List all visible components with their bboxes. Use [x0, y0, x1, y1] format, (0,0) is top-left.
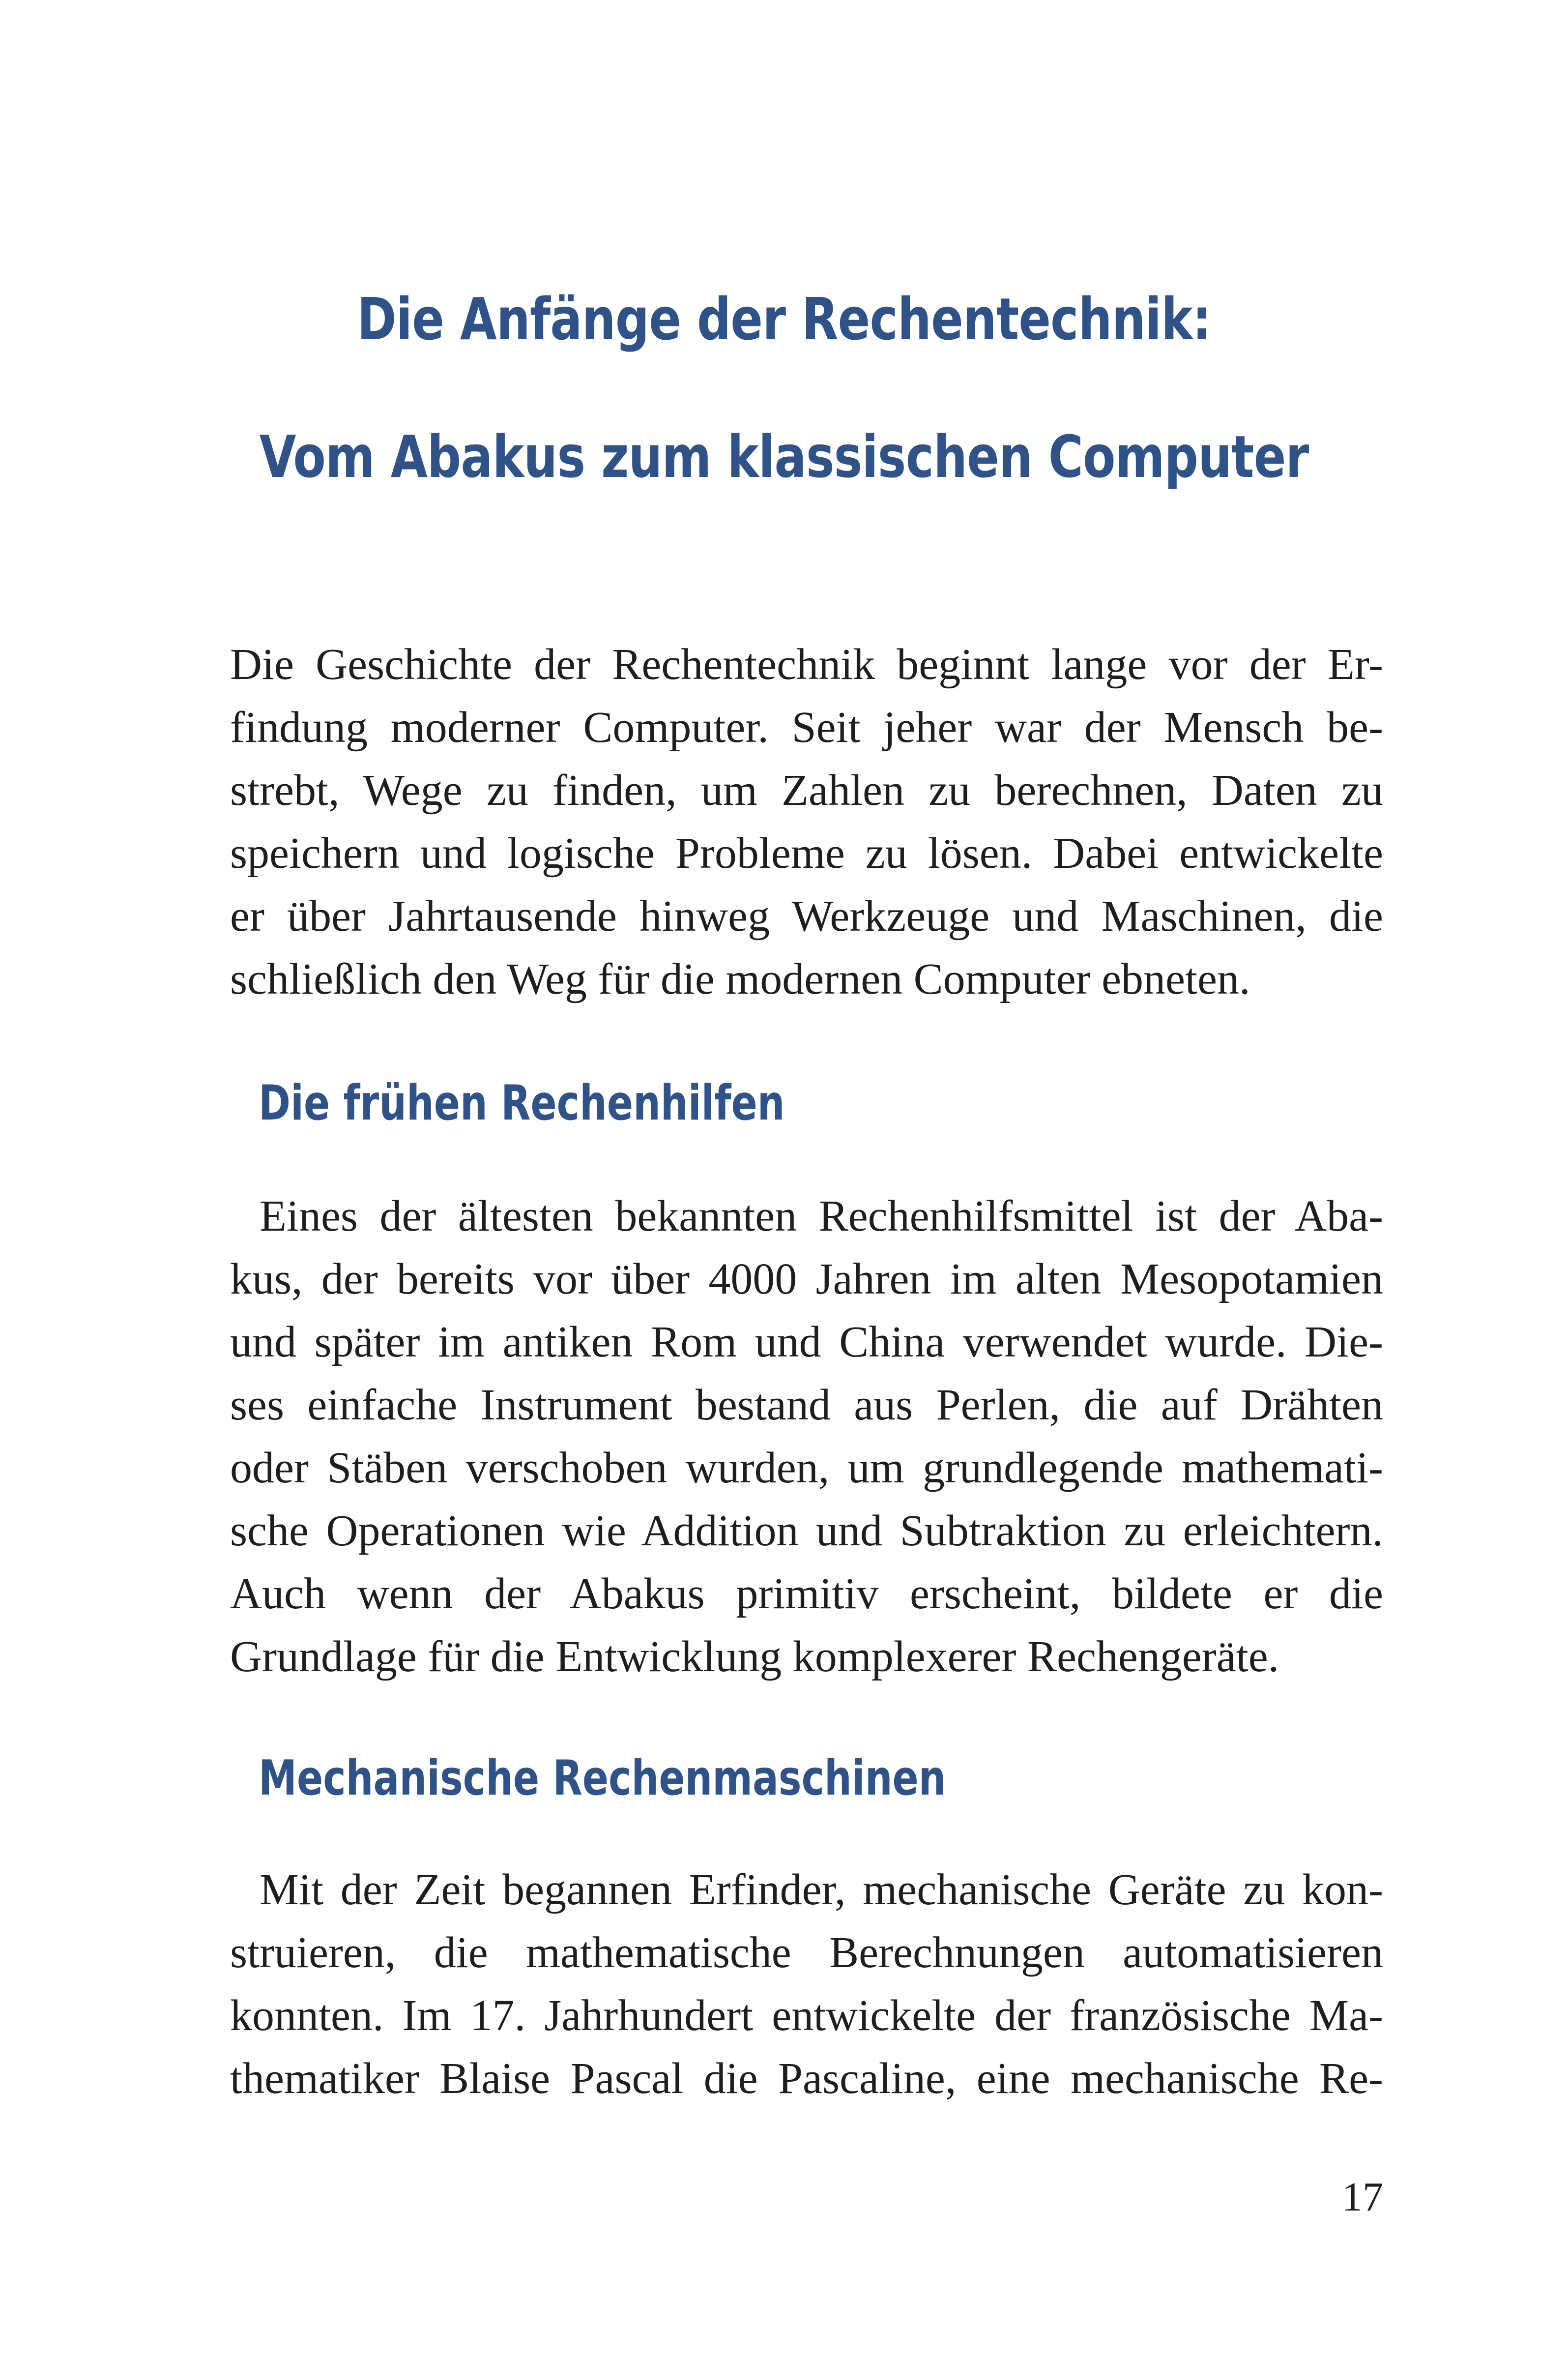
text-line: Die Geschichte der Rechentechnik beginnt lange vor der Er-: [230, 640, 1383, 689]
text-line: strebt, Wege zu finden, um Zahlen zu berechnen, Daten zu: [230, 766, 1383, 815]
text-line: findung moderner Computer. Seit jeher war der Mensch be-: [230, 703, 1383, 752]
text-line: Eines der ältesten bekannten Rechenhilfsmittel ist der Aba-: [260, 1192, 1383, 1240]
section-1-paragraph: [230, 1185, 1383, 1688]
text-line: speichern und logische Probleme zu lösen. Dabei entwickelte: [230, 829, 1383, 878]
text-line: schließlich den Weg für die modernen Computer ebneten.: [230, 955, 1250, 1003]
text-line: thematiker Blaise Pascal die Pascaline, eine mechanische Re-: [230, 2054, 1383, 2103]
text-line: ses einfache Instrument bestand aus Perlen, die auf Drähten: [230, 1381, 1383, 1429]
text-line: Mit der Zeit begannen Erfinder, mechanische Geräte zu kon-: [260, 1865, 1383, 1914]
section-2-paragraph: [230, 1858, 1383, 2110]
page-number: 17: [1342, 2174, 1383, 2220]
text-line: struieren, die mathematische Berechnungen automatisieren: [230, 1928, 1383, 1977]
text-line: Auch wenn der Abakus primitiv erscheint, bildete er die: [230, 1569, 1383, 1618]
text-line: und später im antiken Rom und China verwendet wurde. Die-: [230, 1318, 1383, 1366]
chapter-title-line-1: Die Anfänge der Rechentechnik:: [357, 285, 1211, 353]
text-line: konnten. Im 17. Jahrhundert entwickelte der französische Ma-: [230, 1991, 1383, 2040]
text-line: sche Operationen wie Addition und Subtraktion zu erleichtern.: [230, 1506, 1383, 1555]
text-line: oder Stäben verschoben wurden, um grundlegende mathemati-: [230, 1444, 1383, 1492]
text-line: er über Jahrtausende hinweg Werkzeuge und Maschinen, die: [230, 892, 1383, 941]
text-line: kus, der bereits vor über 4000 Jahren im alten Mesopotamien: [230, 1255, 1383, 1303]
chapter-title-line-2: Vom Abakus zum klassischen Computer: [259, 423, 1309, 491]
section-heading-mechanical-calculators: Mechanische Rechenmaschinen: [259, 1750, 946, 1806]
text-line: Grundlage für die Entwicklung komplexerer Rechengeräte.: [230, 1632, 1279, 1681]
intro-paragraph: [230, 633, 1383, 1011]
section-heading-early-calculating-aids: Die frühen Rechenhilfen: [259, 1075, 785, 1131]
